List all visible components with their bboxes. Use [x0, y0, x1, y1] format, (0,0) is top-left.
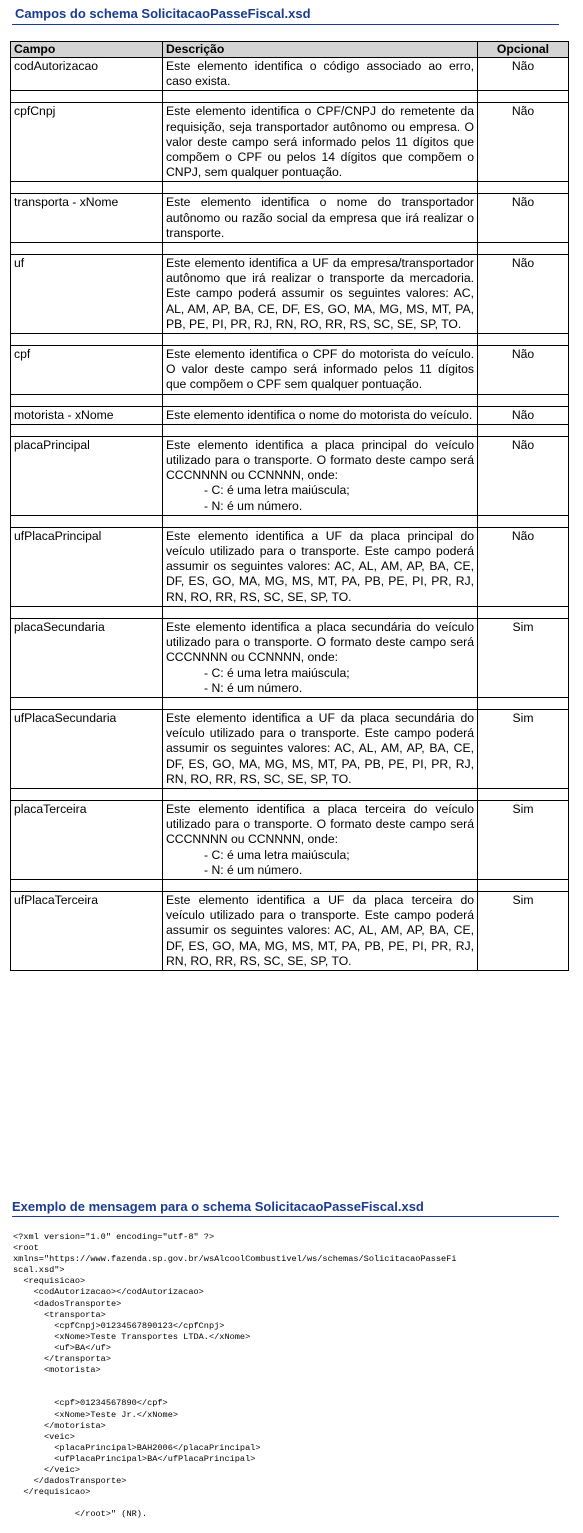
example-title-underline: [12, 1216, 559, 1217]
spacer-row: [11, 91, 569, 103]
field-name: cpf: [11, 346, 163, 395]
field-name: uf: [11, 255, 163, 334]
spacer-row: [11, 182, 569, 194]
spacer-row: [11, 424, 569, 436]
field-description-cell: [163, 800, 478, 879]
spacer-row: [11, 515, 569, 527]
field-optional: Sim: [478, 618, 569, 697]
table-row: [11, 346, 569, 395]
format-note-n: - N: é um número.: [204, 680, 303, 695]
fields-body: [11, 58, 569, 971]
field-name: cpfCnpj: [11, 103, 163, 182]
field-name: ufPlacaPrincipal: [11, 527, 163, 606]
table-row: [11, 891, 569, 970]
format-note-n: - N: é um número.: [204, 498, 303, 513]
field-description: Este elemento identifica o CPF do motorista do veículo. O valor deste campo será informado pelos 11 dígitos que compõem o CPF sem qualquer pontuação.: [163, 346, 478, 395]
field-name: placaTerceira: [11, 800, 163, 879]
spacer-row: [11, 788, 569, 800]
header-campo: Campo: [11, 42, 163, 58]
field-name: transporta - xNome: [11, 194, 163, 243]
field-optional: Não: [478, 255, 569, 334]
header-opcional: Opcional: [478, 42, 569, 58]
spacer-row: [11, 697, 569, 709]
table-row: [11, 709, 569, 788]
spacer-row: [11, 394, 569, 406]
spacer-row: [11, 879, 569, 891]
table-row: [11, 194, 569, 243]
field-optional: Não: [478, 436, 569, 515]
field-description: Este elemento identifica a UF da placa secundária do veículo utilizado para o transporte. Este campo poderá assumir os seguintes valores: AC, AL, AM, AP, BA, CE, DF, ES, GO, MA, MG, MS, MT, PA, PB, PE, PI, PR, RJ, RN, RO, RR, RS, SC, SE, SP, TO.: [163, 709, 478, 788]
field-description: Este elemento identifica o CPF/CNPJ do remetente da requisição, seja transportador autônomo ou empresa. O valor deste campo será informado pelos 11 dígitos que compõem o CPF ou pelos 14 dígitos que compõem o CNPJ, sem qualquer pontuação.: [163, 103, 478, 182]
field-optional: Não: [478, 194, 569, 243]
field-description: Este elemento identifica a placa secundária do veículo utilizado para o transporte. O formato deste campo será CCCNNNN ou CCNNNN, onde:: [166, 619, 474, 665]
field-description: Este elemento identifica a UF da placa terceira do veículo utilizado para o transporte. Este campo poderá assumir os seguintes valores: AC, AL, AM, AP, BA, CE, DF, ES, GO, MA, MG, MS, MT, PA, PB, PE, PI, PR, RJ, RN, RO, RR, RS, SC, SE, SP, TO.: [163, 891, 478, 970]
field-description: Este elemento identifica a UF da empresa/transportador autônomo que irá realizar o transporte da mercadoria. Este campo poderá assumir os seguintes valores: AC, AL, AM, AP, BA, CE, DF, ES, GO, MA, MG, MS, MT, PA, PB, PE, PI, PR, RJ, RN, RO, RR, RS, SC, SE, SP, TO.: [163, 255, 478, 334]
spacer-row: [11, 334, 569, 346]
field-description: Este elemento identifica a placa terceira do veículo utilizado para o transporte. O formato deste campo será CCCNNNN ou CCNNNN, onde:: [166, 801, 474, 847]
field-optional: Não: [478, 346, 569, 395]
field-description: Este elemento identifica a placa principal do veículo utilizado para o transporte. O formato deste campo será CCCNNNN ou CCNNNN, onde:: [166, 437, 474, 483]
field-description: Este elemento identifica o código associado ao erro, caso exista.: [163, 58, 478, 91]
format-note-c: - C: é uma letra maiúscula;: [204, 483, 350, 498]
field-name: ufPlacaSecundaria: [11, 709, 163, 788]
field-description: Este elemento identifica a UF da placa principal do veículo utilizado para o transporte. Este campo poderá assumir os seguintes valores: AC, AL, AM, AP, BA, CE, DF, ES, GO, MA, MG, MS, MT, PA, PB, PE, PI, PR, RJ, RN, RO, RR, RS, SC, SE, SP, TO.: [163, 527, 478, 606]
table-row: [11, 618, 569, 697]
schema-fields-title: Campos do schema SolicitacaoPasseFiscal.xsd: [15, 6, 311, 21]
field-optional: Sim: [478, 709, 569, 788]
field-name: placaSecundaria: [11, 618, 163, 697]
spacer-row: [11, 606, 569, 618]
field-optional: Sim: [478, 891, 569, 970]
field-description-cell: [163, 436, 478, 515]
field-optional: Não: [478, 58, 569, 91]
table-row: [11, 800, 569, 879]
format-note-c: - C: é uma letra maiúscula;: [204, 665, 350, 680]
example-xml-code: <?xml version="1.0" encoding="utf-8" ?> <root xmlns="https://www.fazenda.sp.gov.br/wsAlcoolCombustivel/ws/schemas/SolicitacaoPasseFi scal.xsd"> <requisicao> <codAutorizacao></codAutorizacao> <dadosTransporte> <transporta> <cpfCnpj>01234567890123</cpfCnpj> <xNome>Teste Transportes LTDA.</xNome> <uf>BA</uf> </transporta> <motorista> <cpf>01234567890</cpf> <xNome>Teste Jr.</xNome> </motorista> <veic> <placaPrincipal>BAH2006</placaPrincipal> <ufPlacaPrincipal>BA</ufPlacaPrincipal> </veic> </dadosTransporte> </requisicao> </root>" (NR).: [13, 1232, 457, 1520]
field-name: motorista - xNome: [11, 406, 163, 424]
field-name: placaPrincipal: [11, 436, 163, 515]
format-note-n: - N: é um número.: [204, 862, 303, 877]
field-description-cell: [163, 618, 478, 697]
table-row: [11, 255, 569, 334]
field-optional: Sim: [478, 800, 569, 879]
table-row: [11, 406, 569, 424]
table-row: [11, 58, 569, 91]
field-description: Este elemento identifica o nome do transportador autônomo ou razão social da empresa que irá realizar o transporte.: [163, 194, 478, 243]
field-optional: Não: [478, 103, 569, 182]
table-row: [11, 436, 569, 515]
fields-table: [10, 41, 569, 971]
format-note-c: - C: é uma letra maiúscula;: [204, 847, 350, 862]
field-name: ufPlacaTerceira: [11, 891, 163, 970]
example-title: Exemplo de mensagem para o schema SolicitacaoPasseFiscal.xsd: [12, 1199, 424, 1214]
title-underline: [12, 24, 559, 25]
table-header-row: [11, 42, 569, 58]
table-row: [11, 527, 569, 606]
field-description: Este elemento identifica o nome do motorista do veículo.: [163, 406, 478, 424]
spacer-row: [11, 243, 569, 255]
field-optional: Não: [478, 527, 569, 606]
header-descricao: Descrição: [163, 42, 478, 58]
table-row: [11, 103, 569, 182]
field-optional: Não: [478, 406, 569, 424]
field-name: codAutorizacao: [11, 58, 163, 91]
